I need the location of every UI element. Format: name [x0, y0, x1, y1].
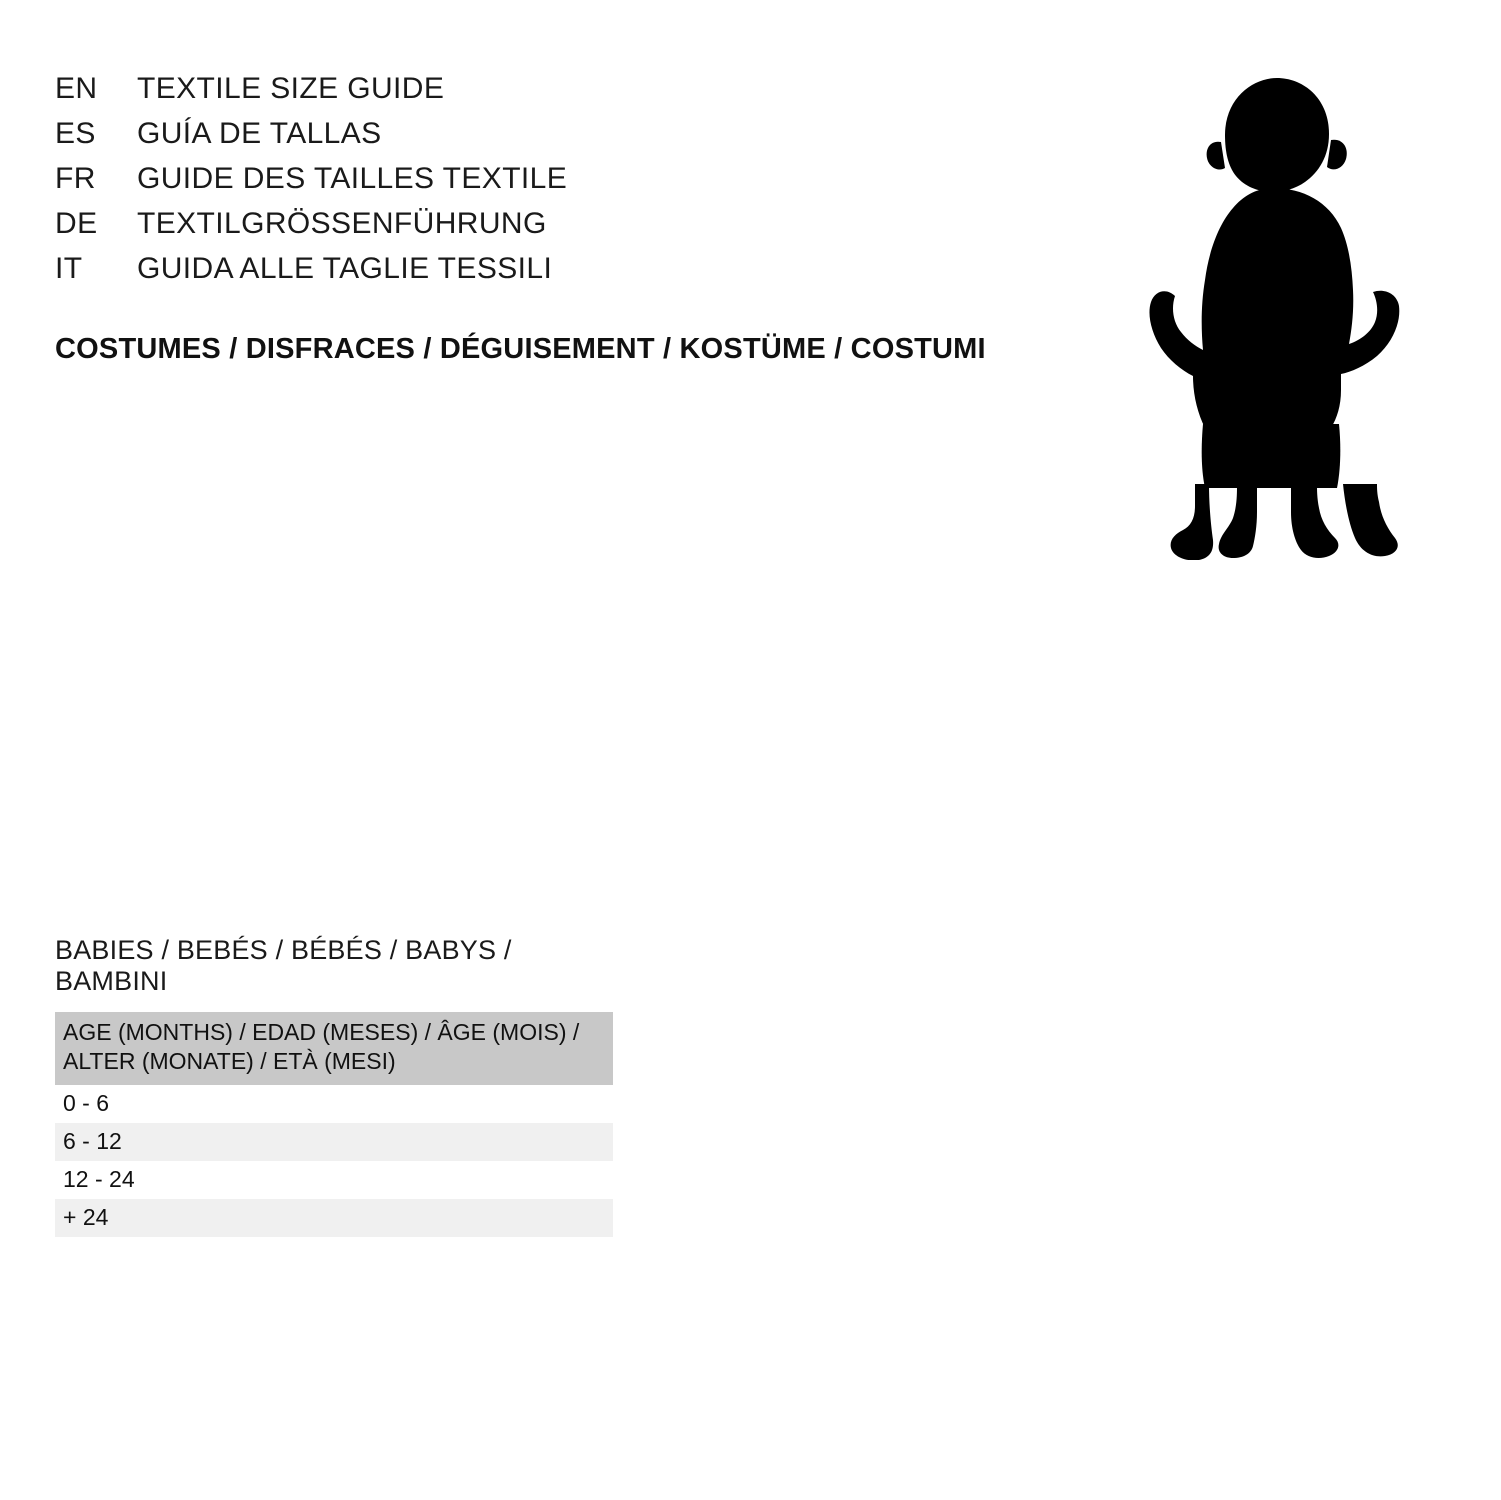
category-line: COSTUMES / DISFRACES / DÉGUISEMENT / KOSTÜME / COSTUMI	[55, 333, 986, 365]
language-row-en	[55, 72, 1035, 117]
language-code-es: ES	[55, 117, 96, 150]
language-row-it	[55, 252, 1035, 297]
language-row-es	[55, 117, 1035, 162]
language-text-fr: GUIDE DES TAILLES TEXTILE	[137, 162, 568, 195]
language-list	[55, 72, 1035, 297]
table-header-row	[55, 1012, 613, 1085]
language-text-es: GUÍA DE TALLAS	[137, 117, 382, 150]
baby-silhouette-icon	[1105, 60, 1435, 560]
table-row	[55, 1161, 613, 1199]
column-header-age: AGE (MONTHS) / EDAD (MESES) / ÂGE (MOIS) / ALTER (MONATE) / ETÀ (MESI)	[55, 1012, 613, 1085]
cell-age-range: + 24	[55, 1199, 613, 1237]
table-row	[55, 1085, 613, 1123]
language-text-it: GUIDA ALLE TAGLIE TESSILI	[137, 252, 553, 285]
language-text-de: TEXTILGRÖSSENFÜHRUNG	[137, 207, 547, 240]
language-code-de: DE	[55, 207, 98, 240]
table-row	[55, 1123, 613, 1161]
language-code-fr: FR	[55, 162, 96, 195]
size-table	[55, 1012, 613, 1237]
language-row-fr	[55, 162, 1035, 207]
size-table-section	[55, 935, 615, 1237]
cell-age-range: 6 - 12	[55, 1123, 613, 1161]
cell-age-range: 0 - 6	[55, 1085, 613, 1123]
table-row	[55, 1199, 613, 1237]
language-code-it: IT	[55, 252, 83, 285]
cell-age-range: 12 - 24	[55, 1161, 613, 1199]
language-text-en: TEXTILE SIZE GUIDE	[137, 72, 445, 105]
language-row-de	[55, 207, 1035, 252]
language-code-en: EN	[55, 72, 98, 105]
table-caption: BABIES / BEBÉS / BÉBÉS / BABYS / BAMBINI	[55, 935, 512, 996]
